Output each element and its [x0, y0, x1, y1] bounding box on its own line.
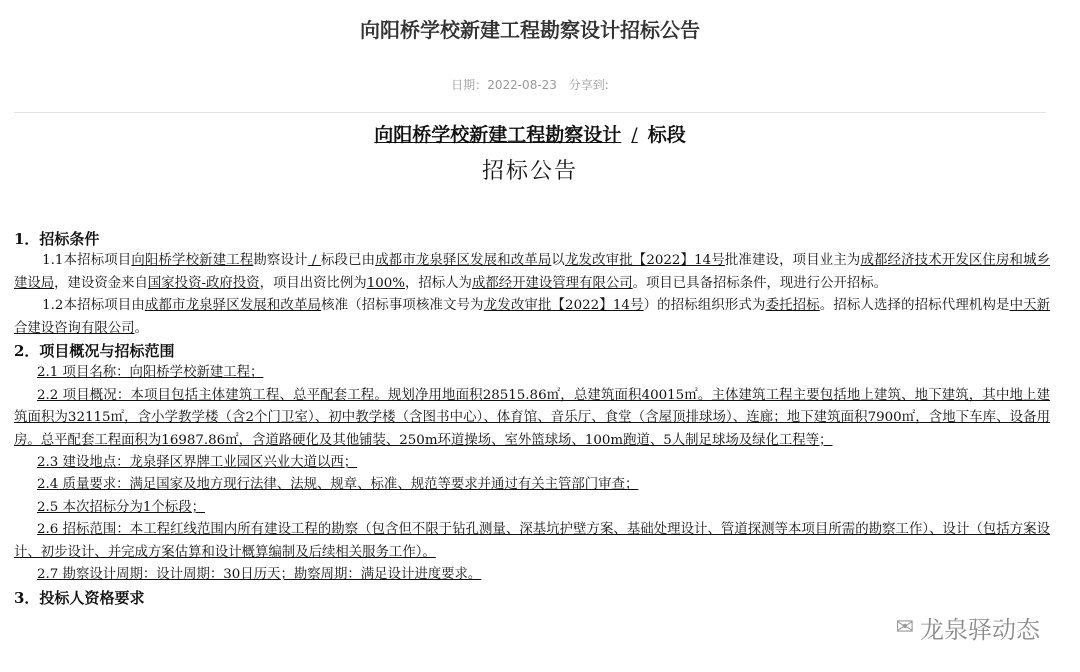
underlined-field: 向阳桥学校新建工程 [131, 253, 254, 269]
text-run: 核准（招标事项核准文号为 [321, 298, 484, 314]
text-run: 。 [134, 320, 148, 336]
article-body [14, 228, 1050, 609]
document-subtitle: 招标公告 [481, 159, 578, 184]
section-heading-1: 1．招标条件 [14, 230, 100, 248]
document-title-separator: / [631, 124, 638, 146]
document-title-project: 向阳桥学校新建工程 [374, 124, 546, 146]
page-title: 向阳桥学校新建工程勘察设计招标公告 [360, 18, 700, 42]
text-run: 1.2本招标项目由 [42, 298, 145, 314]
section-heading-2: 2．项目概况与招标范围 [14, 342, 175, 361]
watermark [892, 610, 1044, 645]
underlined-field: 委托招标 [765, 298, 820, 314]
text-run: ）的招标组织形式为 [643, 298, 766, 314]
underlined-field: 成都经开建设管理有限公司 [471, 275, 633, 291]
text-run: 。招标人选择的招标代理机构是 [819, 298, 1010, 314]
document-title-type: 勘察设计 [545, 124, 622, 146]
underlined-field: 100% [366, 275, 405, 291]
list-item-2-5: 2.5 本次招标分为1个标段； [37, 499, 205, 515]
list-item-2-3: 2.3 建设地点：龙泉驿区界牌工业园区兴业大道以西； [37, 455, 358, 471]
text-run: 批准建设，项目业主为 [724, 253, 861, 269]
text-run: 勘察设计 [253, 253, 308, 269]
underlined-field: / [307, 253, 321, 269]
section-heading-3: 3．投标人资格要求 [14, 588, 145, 607]
text-run: ，项目出资比例为 [259, 275, 367, 291]
text-run: ，招标人为 [404, 275, 472, 291]
list-item-2-6: 2.6 招标范围：本工程红线范围内所有建设工程的勘察（包含但不限于钻孔测量、深基坑护壁方案、基础处理设计、管道探测等本项目所需的勘察工作）、设计（包括方案设计、初步设计、并完成方案估算和设计概算编制及后续相关服务工作）。 [14, 522, 1050, 560]
text-run: 标段已由 [320, 253, 376, 269]
underlined-field: 龙发改审批【2022】14号 [483, 298, 644, 314]
underlined-field: 成都市龙泉驿区发展和改革局 [375, 253, 552, 269]
share-link[interactable]: 分享到: [568, 78, 609, 92]
publish-date: 2022-08-23 [487, 78, 557, 92]
wechat-icon: ✉ [895, 615, 914, 640]
list-item-2-7: 2.7 勘察设计周期：设计周期：30日历天；勘察周期：满足设计进度要求。 [37, 567, 482, 583]
text-run: ，建设资金来自 [54, 275, 148, 291]
header-divider [14, 112, 1046, 113]
underlined-field: 龙发改审批【2022】14号 [564, 253, 725, 269]
document-title [0, 120, 1060, 147]
list-item-2-4: 2.4 质量要求：满足国家及地方现行法律、法规、规章、标准、规范等要求并通过有关主管部门审查； [37, 477, 639, 493]
underlined-field: 中天新合建设咨询有限公司 [14, 298, 1051, 336]
underlined-field: 成都市龙泉驿区发展和改革局 [144, 298, 322, 314]
text-run: 1.1本招标项目 [42, 253, 132, 269]
underlined-field: 成都经济技术开发区住房和城乡建设局 [14, 253, 1051, 291]
date-label: 日期： [451, 78, 488, 92]
underlined-field: 国家投资-政府投资 [147, 275, 260, 291]
watermark-text: 龙泉驿动态 [920, 616, 1040, 644]
paragraph-1-1 [14, 250, 1050, 295]
document-title-lot: 标段 [647, 124, 686, 146]
paragraph-1-2 [14, 295, 1050, 340]
list-item-2-1: 2.1 项目名称：向阳桥学校新建工程； [37, 365, 264, 381]
text-run: 。项目已具备招标条件，现进行公开招标。 [632, 275, 888, 291]
article-meta [0, 76, 1060, 93]
list-item-2-2: 2.2 项目概况：本项目包括主体建筑工程、总平配套工程。规划净用地面积28515.86㎡，总建筑面积40015㎡。主体建筑工程主要包括地上建筑、地下建筑，其中地上建筑面积为32115㎡，含小学教学楼（含2个门卫室）、初中教学楼（含图书中心）、体育馆、音乐厅、食堂（含屋顶排球场）、连廊；地下建筑面积7900㎡，含地下车库、设备用房。总平配套工程面积为16987.86㎡，含道路硬化及其他铺装、250m环道操场、室外篮球场、100m跑道、5人制足球场及绿化工程等； [14, 387, 1050, 448]
text-run: 以 [551, 253, 565, 269]
